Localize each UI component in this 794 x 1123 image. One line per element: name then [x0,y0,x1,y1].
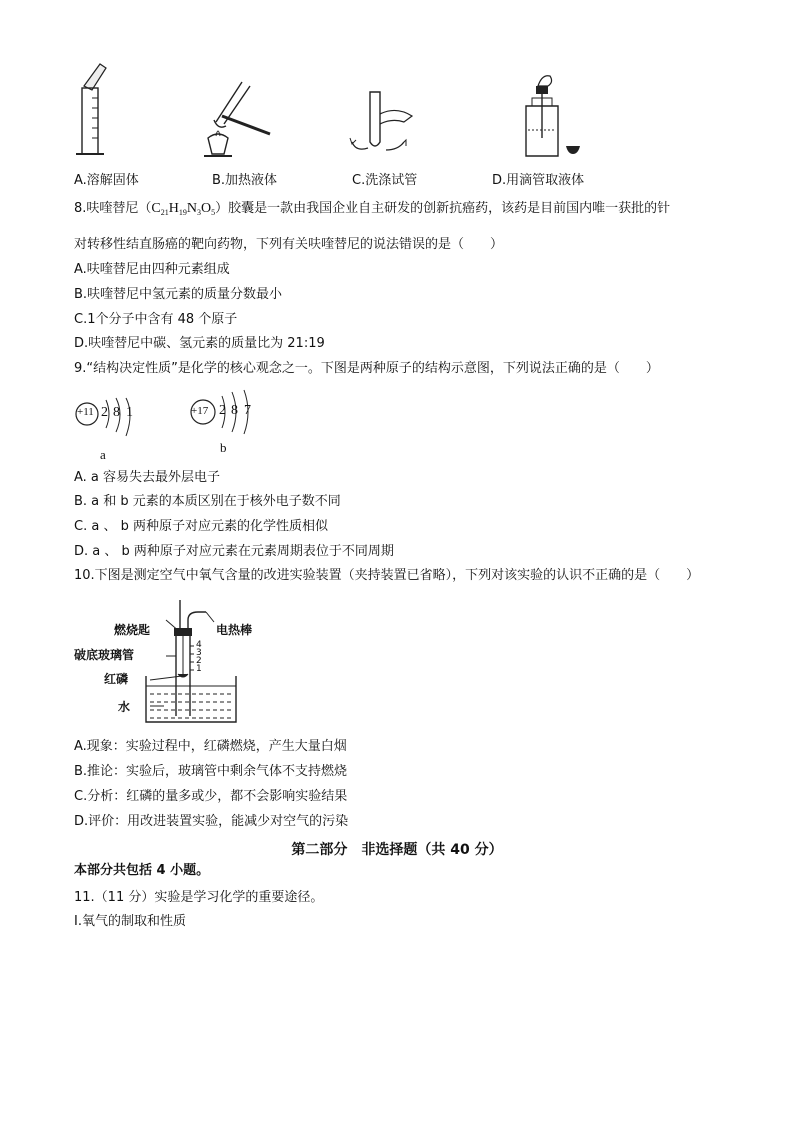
atom-b-shell-2: 8 [231,403,238,418]
atom-a-shell-2: 8 [113,405,120,420]
oxygen-experiment-apparatus [140,598,244,724]
q10-option-d: D.评价：用改进装置实验，能减少对空气的污染 [74,814,349,829]
q9-option-b: B. a 和 b 元素的本质区别在于核外电子数不同 [74,494,341,509]
q8-stem-line2: 对转移性结直肠癌的靶向药物，下列有关呋喹替尼的说法错误的是（ ） [74,237,504,252]
atom-a-shell-3: 1 [126,405,133,420]
q7-option-c: C.洗涤试管 [352,173,418,188]
q8-option-b: B.呋喹替尼中氢元素的质量分数最小 [74,287,283,302]
atom-b-nucleus: +17 [191,405,209,417]
q10-option-b: B.推论：实验后，玻璃管中剩余气体不支持燃烧 [74,764,348,779]
atom-a-diagram [74,396,146,444]
label-heater: 电热棒 [216,623,253,637]
q8-option-d: D.呋喹替尼中碳、氢元素的质量比为 21:19 [74,336,325,351]
heat-liquid-illustration [196,76,276,162]
q10-option-c: C.分析：红磷的量多或少，都不会影响实验结果 [74,789,348,804]
q7-option-a: A.溶解固体 [74,173,139,188]
q9-option-c: C. a 、 b 两种原子对应元素的化学性质相似 [74,519,328,534]
scale-mark-1: 1 [196,664,202,674]
q9-option-a: A. a 容易失去最外层电子 [74,470,221,485]
label-tube: 破底玻璃管 [74,648,135,662]
label-water: 水 [118,700,131,714]
atom-b-shell-3: 7 [244,403,251,418]
part2-intro: 本部分共包括 4 小题。 [74,863,210,878]
atom-b-shell-1: 2 [219,403,226,418]
scale-mark-4: 4 [196,640,202,650]
q8-stem-line1: 8.呋喹替尼$(C_{21}H_{19}N_3O_5)$胶囊是一款由我国企业自主研发的创新抗癌药，该药是目前国内唯一获批的针 [74,201,671,217]
q8-option-c: C.1个分子中含有 48 个原子 [74,312,238,327]
q7-option-b: B.加热液体 [212,173,278,188]
atom-b-label: b [220,440,227,455]
q11-subsection-1: Ⅰ.氧气的制取和性质 [74,914,186,929]
scale-mark-2: 2 [196,656,202,666]
q10-option-a: A.现象：实验过程中，红磷燃烧，产生大量白烟 [74,739,347,754]
wash-test-tube-illustration [346,88,430,158]
atom-a-shell-1: 2 [101,405,108,420]
scale-mark-3: 3 [196,648,202,658]
furaquintinib-formula: $C_{21}H_{19}N_3O_5$ [151,201,216,217]
q9-stem: 9.“结构决定性质”是化学的核心观念之一。下图是两种原子的结构示意图，下列说法正确的是（ ） [74,361,659,376]
dropper-illustration [510,72,584,160]
label-spoon: 燃烧匙 [114,623,151,637]
q8-option-a: A.呋喹替尼由四种元素组成 [74,262,230,277]
q10-stem: 10.下图是测定空气中氧气含量的改进实验装置（夹持装置已省略），下列对该实验的认识不正确的是（ ） [74,568,700,583]
dissolve-solid-illustration [70,64,110,160]
q11-stem: 11.（11 分）实验是学习化学的重要途径。 [74,890,324,905]
atom-a-label: a [100,447,106,462]
atom-a-nucleus: +11 [77,406,94,418]
label-phosphorus: 红磷 [104,672,129,686]
q9-option-d: D. a 、 b 两种原子对应元素在元素周期表位于不同周期 [74,544,394,559]
part2-title: 第二部分 非选择题（共 40 分） [291,842,503,858]
q7-option-d: D.用滴管取液体 [492,173,585,188]
